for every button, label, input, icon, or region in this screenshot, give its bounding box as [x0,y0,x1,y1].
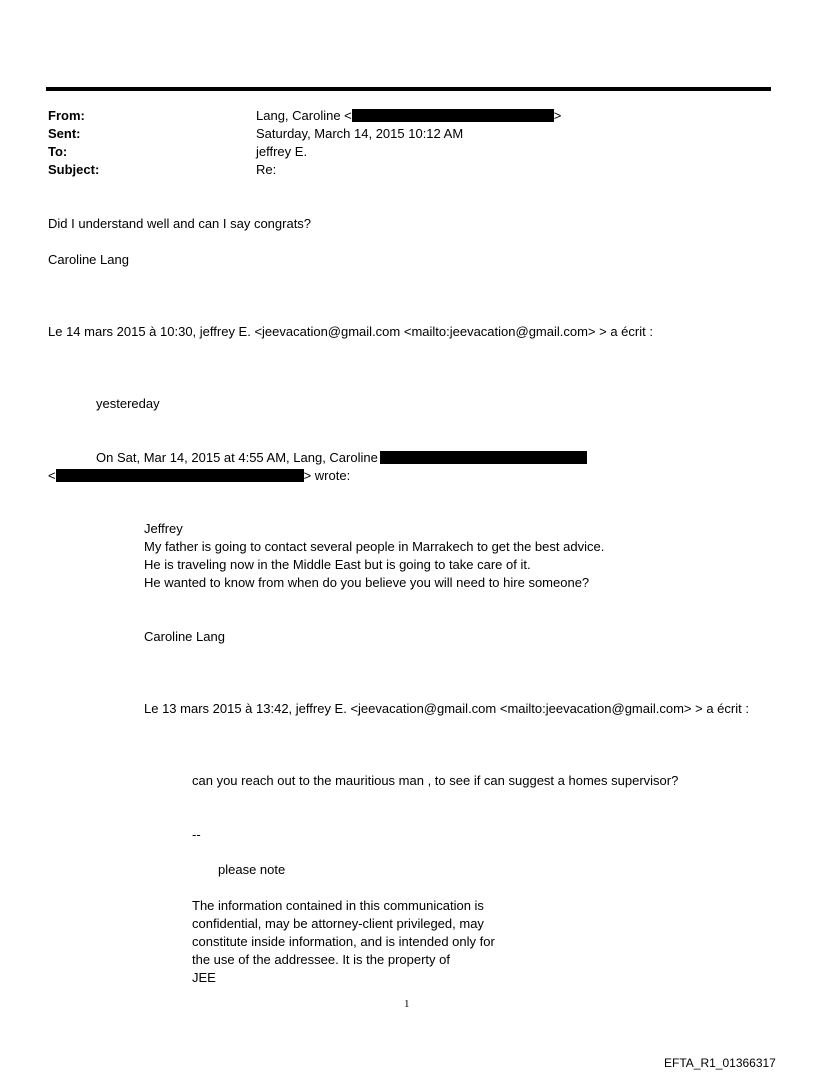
to-value: jeffrey E. [256,144,308,159]
signature: Caroline Lang [144,629,225,644]
quote-header-open: < [48,468,56,483]
quote-header-cont [48,467,350,485]
header-rule [46,87,771,91]
message-line: He is traveling now in the Middle East but is going to take care of it. [144,557,531,572]
from-value [256,107,561,125]
subject-label: Subject: [48,162,100,177]
message-line: He wanted to know from when do you believe you will need to hire someone? [144,575,590,590]
from-value-end: > [553,108,562,123]
subject-value: Re: [256,162,277,177]
message-line: My father is going to contact several people in Marrakech to get the best advice. [144,539,605,554]
page-number: 1 [404,998,410,1010]
disclaimer-line: The information contained in this communication is [192,898,484,913]
disclaimer-line: JEE [192,970,216,985]
from-label: From: [48,108,85,123]
document-id: EFTA_R1_01366317 [664,1056,776,1070]
quote-header-wrote: > wrote: [303,468,351,483]
from-name: Lang, Caroline < [256,108,352,123]
disclaimer-line: the use of the addressee. It is the property of [192,952,450,967]
signature: Caroline Lang [48,252,129,267]
to-label: To: [48,144,68,159]
body-line: Did I understand well and can I say congrats? [48,216,312,231]
sent-value: Saturday, March 14, 2015 10:12 AM [256,126,464,141]
please-note: please note [218,862,286,877]
quote-header: Le 14 mars 2015 à 10:30, jeffrey E. <jeevacation@gmail.com <mailto:jeevacation@gmail.com> > a écrit : [48,324,653,339]
disclaimer-line: confidential, may be attorney-client privileged, may [192,916,484,931]
redaction-bar [56,469,304,482]
quote-header [96,449,587,467]
quote-header-text: On Sat, Mar 14, 2015 at 4:55 AM, Lang, Caroline [96,450,378,465]
signature-dashes: -- [192,827,201,842]
reply-text: yestereday [96,396,160,411]
disclaimer-line: constitute inside information, and is intended only for [192,934,495,949]
message-line: Jeffrey [144,521,183,536]
redaction-bar [380,451,587,464]
redaction-bar [352,109,554,122]
message-line: can you reach out to the mauritious man , to see if can suggest a homes supervisor? [192,773,679,788]
sent-label: Sent: [48,126,81,141]
quote-header: Le 13 mars 2015 à 13:42, jeffrey E. <jeevacation@gmail.com <mailto:jeevacation@gmail.com> > a écrit : [144,701,749,716]
